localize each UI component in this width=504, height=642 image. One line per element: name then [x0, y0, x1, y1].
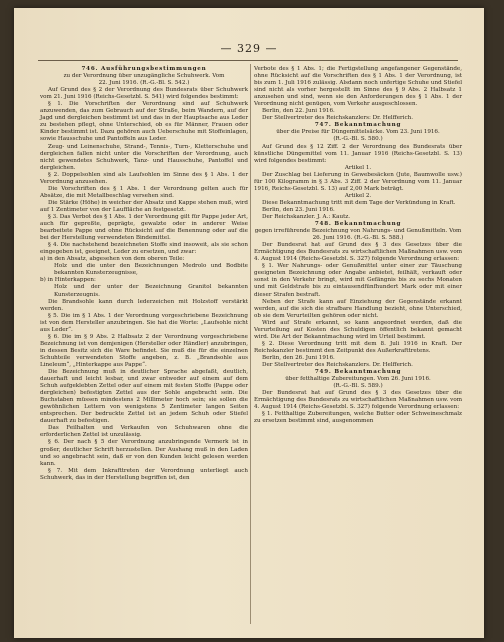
left-column — [40, 66, 248, 482]
text-paragraph: Auf Grund des § 2 der Verordnung des Bundesrats über Schuhwerk vom 21. Juni 1916 (Reichs-Gesetzbl. S. 541) wird folgendes bestimmt: — [40, 87, 248, 101]
centered-line: (R.-G.-Bl. S. 589.) — [333, 383, 383, 390]
text-paragraph: Der Bundesrat hat auf Grund des § 3 des Gesetzes über die Ermächtigung des Bundesrats zu wirtschaftlichen Maßnahmen usw. vom 4. August 1914 (Reichs-Gesetzbl. S. 327) folgende Verordnung erlassen: — [254, 390, 462, 411]
text-paragraph: § 1. Wer Nahrungs- oder Genußmittel unter einer zur Täuschung geeigneten Bezeichnung oder Angabe anbietet, feilhält, verkauft oder sonst in den Verkehr bringt, wird mit Gefängnis bis zu sechs Monaten und mit Geldstrafe bis zu eintausendfünfhundert Mark oder mit einer dieser Strafen bestraft. — [254, 263, 462, 298]
text-paragraph: Neben der Strafe kann auf Einziehung der Gegenstände erkannt werden, auf die sich die strafbare Handlung bezieht, ohne Unterschied, ob sie dem Verurteilten gehören oder nicht. — [254, 298, 462, 319]
text-paragraph: § 2. Doppelsohlen sind als Laufsohlen im Sinne des § 1 Abs. 1 der Verordnung anzusehen. — [40, 171, 248, 185]
text-paragraph: Berlin, den 22. Juni 1916. — [262, 108, 335, 115]
text-paragraph: § 7. Mit dem Inkrafttreten der Verordnung unterliegt auch Schuhwerk, das in der Herstellung begriffen ist, den — [40, 467, 248, 481]
text-paragraph: § 5. Die im § 1 Abs. 1 der Verordnung vorgeschriebene Bezeichnung ist von dem Hersteller anzubringen. Sie hat die Worte: „Laufsohle nicht aus Leder“. — [40, 312, 248, 333]
page-number: — 329 — — [220, 42, 278, 55]
text-paragraph: Wird auf Strafe erkannt, so kann angeordnet werden, daß die Verurteilung auf Kosten des Schuldigen öffentlich bekannt gemacht wird. Die Art der Bekanntmachung wird im Urteil bestimmt. — [254, 319, 462, 340]
text-paragraph: Der Zuschlag bei Lieferung in Gewebesäcken (Jute, Baumwolle usw.) für 100 Kilogramm in § 3 Abs. 3 Ziff. 2 der Verordnung vom 11. Januar 1916, Reichs-Gesetzbl. S. 13) auf 2,00 Mark beträgt. — [254, 171, 462, 192]
text-paragraph: Die Vorschriften des § 1 Abs. 1 der Verordnung gelten auch für Absätze, die mit Metallbeschlag versehen sind. — [40, 185, 248, 199]
column-divider — [250, 64, 251, 624]
text-paragraph: Holz und der unter der Bezeichnung Granitol bekannten Kunsterzeugnis. — [54, 284, 248, 298]
text-paragraph: Das Feilhalten und Verkaufen von Schuhwaren ohne die erforderlichen Zettel ist unzulässig. — [40, 425, 248, 439]
header-rule — [38, 60, 458, 61]
text-paragraph: Die Stärke (Höhe) in weicher der Absatz und Kappe stehen muß, wird auf 1 Zentimeter von der Lauffläche an festgesetzt. — [40, 199, 248, 213]
centered-line: zu der Verordnung über unzugängliche Schuhwerk. Vom — [63, 73, 225, 80]
centered-line: über fetthaltige Zubereitungen. Vom 26. Juni 1916. — [285, 376, 431, 383]
text-paragraph: Holz und die unter den Bezeichnungen Medrolo und Bodbite bekannten Kunsterzeugnisse, — [54, 263, 248, 277]
text-paragraph: Der Stellvertreter des Reichskanzlers: Dr. Helfferich. — [262, 115, 413, 122]
text-paragraph: § 1. Fetthaltige Zubereitungen, welche Butter oder Schweineschmalz zu ersetzen bestimmt sind, ausgenommen — [254, 411, 462, 425]
section-heading: 749. Bekanntmachung — [314, 369, 402, 376]
document-page — [14, 8, 484, 638]
centered-line: (R.-G.-Bl. S. 580.) — [333, 136, 383, 143]
text-paragraph: Der Stellvertreter des Reichskanzlers. Dr. Helfferich. — [262, 361, 413, 368]
text-paragraph: § 6. Der nach § 5 der Verordnung anzubringende Vermerk ist in großer, deutlicher Schrift herzustellen. Der Aushang muß in den Laden und so angebracht sein, daß er von den Kunden leicht gelesen werden kann. — [40, 439, 248, 467]
text-paragraph: Der Reichskanzler. J. A.: Kautz. — [262, 213, 351, 220]
text-paragraph: Die Bezeichnung muß in deutlicher Sprache abgefaßt, deutlich, dauerhaft und leicht lesbar, und zwar entweder auf einem auf dem Schuh aufgeklebten Zettel oder auf einem mit festen Stoffe (Pappe oder dergleichen) befestigten Zettel aus der Sohle angebracht sein. Die Buchstaben müssen mindestens 2 Millimeter hoch sein; sie sollen die gewöhnlichen Lettern von wenigstens 5 Zentimeter langen Seiten entsprechen. Der bedruckte Zettel ist an jedem Schuh oder Stiefel dauerhaft zu befestigen. — [40, 369, 248, 425]
centered-line: 22. Juni 1916. (R.-G.-Bl. S. 542.) — [98, 80, 190, 87]
text-paragraph: Diese Bekanntmachung tritt mit dem Tage der Verkündung in Kraft. — [262, 199, 456, 206]
text-paragraph: Berlin, den 23. Juni 1916. — [262, 206, 335, 213]
text-paragraph: Der Bundesrat hat auf Grund des § 3 des Gesetzes über die Ermächtigung des Bundesrats zu wirtschaftlichen Maßnahmen usw. vom 4. August 1914 (Reichs-Gesetzbl. S. 327) folgende Verordnung erlassen: — [254, 242, 462, 263]
text-paragraph: § 4. Die nachstehend bezeichneten Stoffe sind insoweit, als sie schon eingegeben ist, geeignet, Leder zu ersetzen, und zwar: — [40, 242, 248, 256]
section-heading: 747. Bekanntmachung — [314, 122, 402, 129]
text-paragraph: § 3. Das Verbot des § 1 Abs. 1 der Verordnung gilt für Pappe jeder Art, auch für gepreßte, geprägte, gewalzte oder in anderer Weise bearbeitete Pappe und ohne Rücksicht auf die Benennung oder auf die bei der Herstellung verwendeten Bindemittel. — [40, 213, 248, 242]
section-heading: 746. Ausführungsbestimmungen — [81, 66, 207, 72]
text-paragraph: Auf Grund des § 12 Ziff. 2 der Verordnung des Bundesrats über künstliche Düngemittel vom 11. Januar 1916 (Reichs-Gesetzbl. S. 13) wird folgendes bestimmt: — [254, 143, 462, 164]
section-heading: 748. Bekanntmachung — [314, 221, 402, 228]
text-paragraph: Berlin, den 26. Juni 1916. — [262, 354, 335, 361]
text-paragraph: § 1. Die Vorschriften der Verordnung sind auf Schuhwerk anzuwenden, das zum Gebrauch auf der Straße, beim Wandern, auf der Jagd und dergleichen bestimmt ist und das in der Hauptsache aus Leder zu bestehen pflegt, ohne Unterschied, ob es für Männer, Frauen oder Kinder bestimmt ist. Dazu gehören auch Ueberschuhe mit Stoffeinlagen, sowie Hausschuhe und Pantoffeln aus Leder. — [40, 101, 248, 143]
text-paragraph: Zeug- und Leinenschuhe, Strand-, Tennis-, Turn-, Kletterschuhe und dergleichen fallen nicht unter die Vorschriften der Verordnung, auch nicht gewendetes Schuhwerk, Tanz- und Hausschuhe, Pantoffel und dergleichen. — [40, 143, 248, 171]
centered-line: gegen irreführende Bezeichnung von Nahrungs- und Genußmitteln. Vom 26. Juni 1916. (R.-G.-Bl. S. 588.) — [254, 228, 462, 242]
right-column — [254, 66, 462, 425]
text-paragraph: § 6. Die im § 9 Abs. 2 Halbsatz 2 der Verordnung vorgeschriebene Bezeichnung ist von demjenigen (Hersteller oder Händler) anzubringen, in dessen Besitz sich die Ware befindet. Sie muß die für die einzelnen Schuhteile verwendeten Stoffe angeben, z. B. „Brandsohle aus Lineleum“, „Hinterkappe aus Pappe“. — [40, 333, 248, 368]
centered-line: Artikel 1. — [344, 164, 372, 171]
centered-line: Artikel 2. — [344, 192, 372, 199]
text-paragraph: Die Brandsohle kann durch lederzeichen mit Holzstoff verstärkt werden. — [40, 298, 248, 312]
text-paragraph: Verbote des § 1 Abs. 1; die Fertigstellung angefangener Gegenstände, ohne Rücksicht auf die Vorschriften des § 1 Abs. 1 der Verordnung, ist bis zum 1. Juli 1916 zulässig. Alsdann noch unfertige Schuhe und Stiefel sind nicht als vorher hergestellt im Sinne des § 9 Abs. 2 Halbsatz 1 anzusehen und sind, wenn sie den Anforderungen des § 1 Abs. 1 der Verordnung nicht genügen, vom Verkehr ausgeschlossen. — [254, 66, 462, 108]
text-paragraph: b) in Hinterkappen: — [40, 277, 96, 284]
text-paragraph: § 2. Diese Verordnung tritt mit dem 8. Juli 1916 in Kraft. Der Reichskanzler bestimmt den Zeitpunkt des Außerkrafttretens. — [254, 340, 462, 354]
text-paragraph: a) in den Absatz, abgesehen von dem oberen Teile: — [40, 256, 185, 263]
centered-line: über die Preise für Düngemittelsäcke. Vom 23. Juni 1916. — [276, 129, 440, 136]
